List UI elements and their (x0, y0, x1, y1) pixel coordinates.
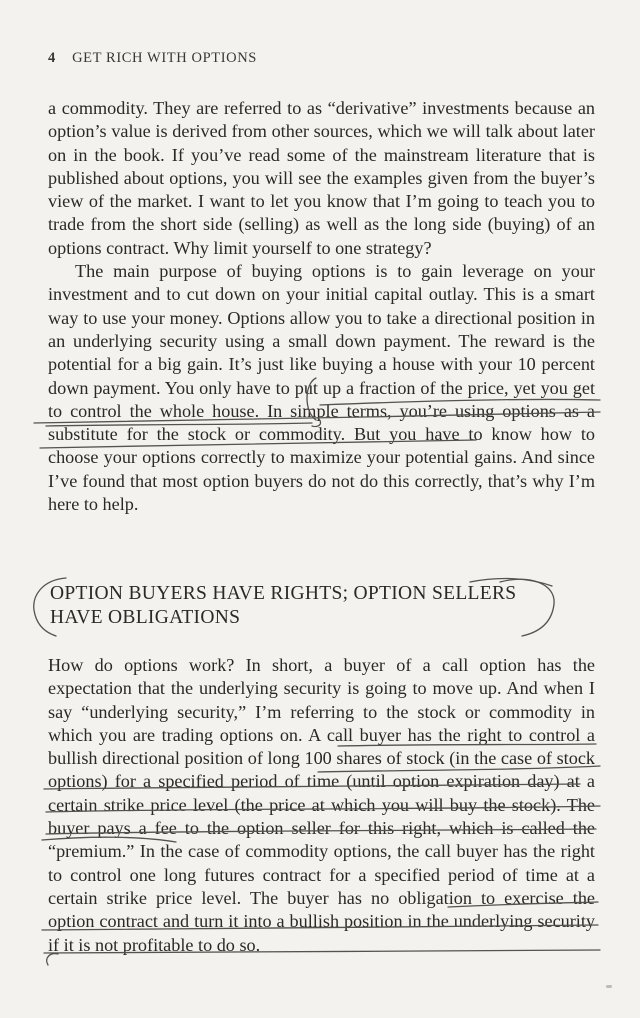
section-heading: OPTION BUYERS HAVE RIGHTS; OPTION SELLERS HAVE OBLIGATIONS (50, 583, 517, 628)
section-rights (48, 654, 595, 957)
page-number: 4 (48, 50, 56, 66)
running-title: GET RICH WITH OPTIONS (72, 50, 257, 66)
pencil-smudge (606, 985, 612, 988)
paragraph-derivatives: a commodity. They are referred to as “derivative” investments because an option’s value is derived from other sources, which we will talk about later on in the book. If you’ve read some of the mainstream literature that is published about options, you will see the examples given from the buyer’s view of the market. I want to let you know that I’m going to teach you to trade from the short side (selling) as well as the long side (buying) of an options contract. Why limit yourself to one strategy? (48, 98, 595, 258)
paragraph-leverage: The main purpose of buying options is to gain leverage on your investment and to cut down on your initial capital outlay. This is a smart way to use your money. Options allow you to take a directional position in an underlying security using a small down payment. The reward is the potential for a big gain. It’s just like buying a house with your 10 percent down payment. You only have to put up a fraction of the price, yet you get to control the whole house. In simple terms, you’re using options as a substitute for the stock or commodity. But you have to know how to choose your options correctly to maximize your potential gains. And since I’ve found that most option buyers do not do this correctly, that’s why I’m here to help. (48, 261, 595, 515)
paragraph-how-options-work: How do options work? In short, a buyer of a call option has the expectation that the underlying security is going to move up. And when I say “underlying security,” I’m referring to the stock or commodity in which you are trading options on. A call buyer has the right to control a bullish directional position of long 100 shares of stock (in the case of stock options) for a specified period of time (until option expiration day) at a certain strike price level (the price at which you will buy the stock). The buyer pays a fee to the option seller for this right, which is called the “premium.” In the case of commodity options, the call buyer has the right to control one long futures contract for a specified period of time at a certain strike price level. The buyer has no obligation to exercise the option contract and turn it into a bullish position in the underlying security if it is not profitable to do so. (48, 655, 595, 955)
section-intro (48, 97, 595, 516)
running-header (48, 50, 257, 67)
